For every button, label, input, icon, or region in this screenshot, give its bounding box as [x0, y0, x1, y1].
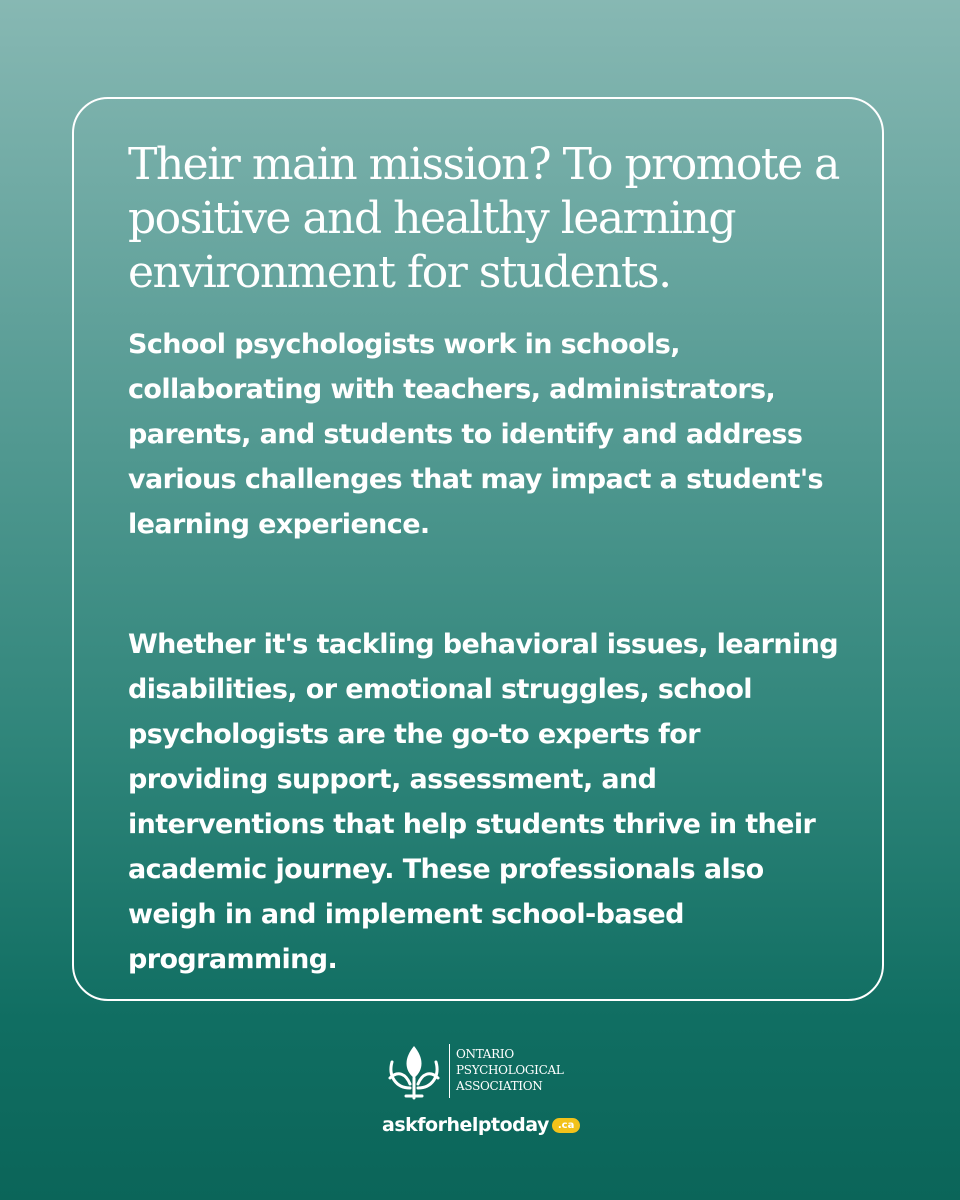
website-name: askforhelptoday [382, 1114, 549, 1136]
logo-line-2: PSYCHOLOGICAL [456, 1063, 564, 1077]
logo-line-1: ONTARIO [456, 1047, 514, 1061]
trillium-psi-logo-icon [384, 1040, 444, 1102]
logo-divider [449, 1044, 450, 1098]
paragraph-role: School psychologists work in schools, collaborating with teachers, administrators, parents, and students to identify and address various challenges that may impact a student's learning experience. [128, 329, 823, 540]
website-tld-badge: .ca [552, 1118, 580, 1133]
paragraph-services: Whether it's tackling behavioral issues, learning disabilities, or emotional struggles, school psychologists are the go-to experts for providing support, assessment, and interventions that help students thrive in their academic journey. These professionals also weigh in and implement school-based programming. [128, 629, 838, 975]
headline: Their main mission? To promote a positive and healthy learning environment for students. [128, 139, 839, 298]
logo-line-3: ASSOCIATION [456, 1079, 543, 1093]
website-link[interactable] [382, 1111, 580, 1139]
logo-wordmark [456, 1046, 564, 1094]
opa-logo [384, 1040, 584, 1102]
